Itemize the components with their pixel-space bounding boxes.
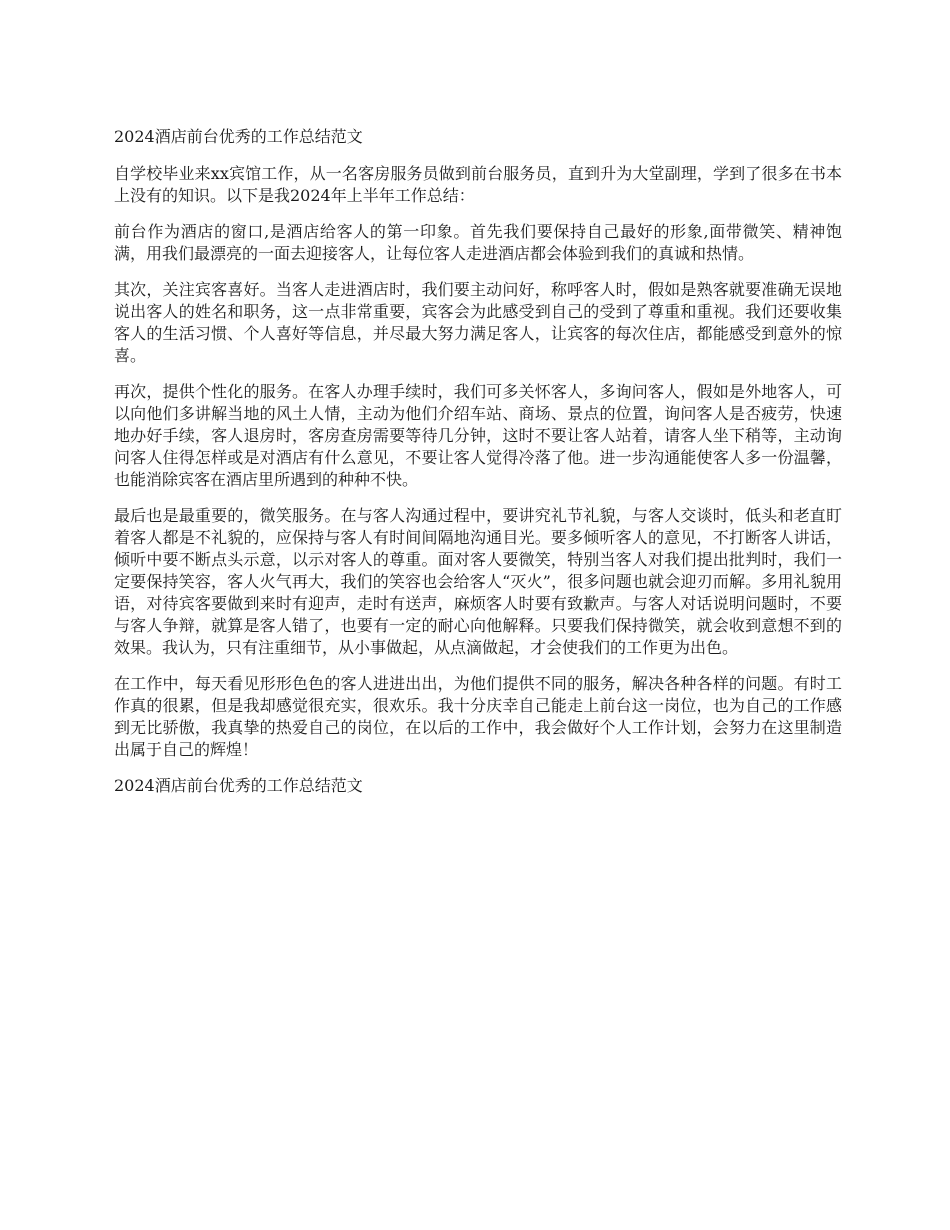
paragraph-conclusion: 在工作中，每天看见形形色色的客人进进出出，为他们提供不同的服务，解决各种各样的问题。有时工作真的很累，但是我却感觉很充实，很欢乐。我十分庆幸自己能走上前台这一岗位，也为自己的工作感到无比骄傲，我真挚的热爱自己的岗位，在以后的工作中，我会做好个人工作计划，会努力在这里制造出属于自己的辉煌！	[114, 674, 842, 759]
paragraph-guest-preferences: 其次，关注宾客喜好。当客人走进酒店时，我们要主动问好，称呼客人时，假如是熟客就要准确无误地说出客人的姓名和职务，这一点非常重要，宾客会为此感受到自己的受到了尊重和重视。我们还要收集客人的生活习惯、个人喜好等信息，并尽最大努力满足客人，让宾客的每次住店，都能感受到意外的惊喜。	[114, 280, 842, 365]
paragraph-intro: 自学校毕业来xx宾馆工作，从一名客房服务员做到前台服务员，直到升为大堂副理，学到了很多在书本上没有的知识。以下是我2024年上半年工作总结：	[114, 164, 842, 205]
paragraph-smile-service: 最后也是最重要的，微笑服务。在与客人沟通过程中，要讲究礼节礼貌，与客人交谈时，低头和老直盯着客人都是不礼貌的，应保持与客人有时间间隔地沟通目光。要多倾听客人的意见，不打断客人讲话，倾听中要不断点头示意，以示对客人的尊重。面对客人要微笑，特别当客人对我们提出批判时，我们一定要保持笑容，客人火气再大，我们的笑容也会给客人“灭火”，很多问题也就会迎刃而解。多用礼貌用语，对待宾客要做到来时有迎声，走时有送声，麻烦客人时要有致歉声。与客人对话说明问题时，不要与客人争辩，就算是客人错了，也要有一定的耐心向他解释。只要我们保持微笑，就会收到意想不到的效果。我认为，只有注重细节，从小事做起，从点滴做起，才会使我们的工作更为出色。	[114, 506, 842, 657]
paragraph-front-desk-image: 前台作为酒店的窗口,是酒店给客人的第一印象。首先我们要保持自己最好的形象,面带微笑、精神饱满，用我们最漂亮的一面去迎接客人，让每位客人走进酒店都会体验到我们的真诚和热情。	[114, 222, 842, 263]
document-page	[114, 126, 842, 811]
document-title: 2024酒店前台优秀的工作总结范文	[114, 127, 363, 146]
paragraph-personalized-service: 再次，提供个性化的服务。在客人办理手续时，我们可多关怀客人，多询问客人，假如是外地客人，可以向他们多讲解当地的风土人情，主动为他们介绍车站、商场、景点的位置，询问客人是否疲劳，快速地办好手续，客人退房时，客房查房需要等待几分钟，这时不要让客人站着，请客人坐下稍等，主动询问客人住得怎样或是对酒店有什么意见，不要让客人觉得冷落了他。进一步沟通能使客人多一份温馨，也能消除宾客在酒店里所遇到的种种不快。	[114, 382, 842, 489]
document-footer-title: 2024酒店前台优秀的工作总结范文	[114, 776, 363, 795]
